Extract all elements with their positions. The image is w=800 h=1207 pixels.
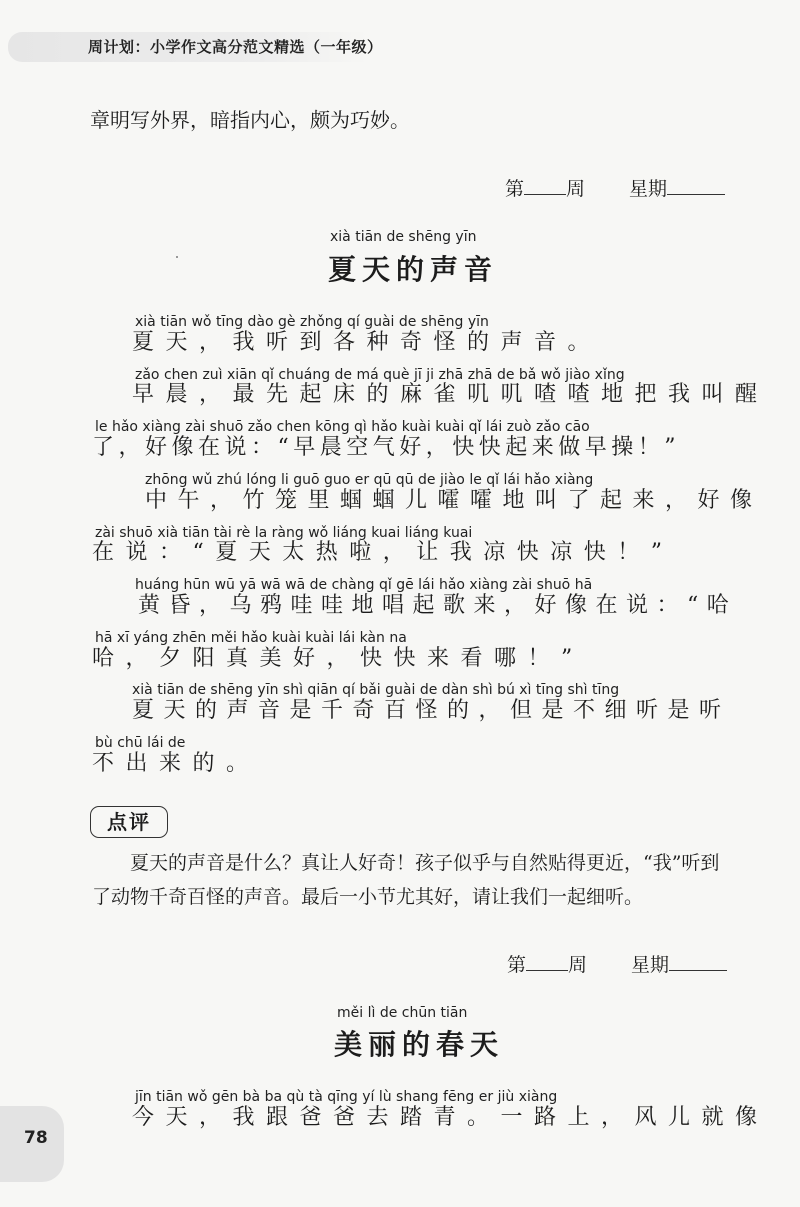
week-prefix: 第 (505, 178, 525, 200)
text-line: 哈，夕阳真美好，快快来看哪！” (92, 646, 584, 671)
text-line: 今天，我跟爸爸去踏青。一路上，风儿就像 (132, 1105, 769, 1130)
text-line: 在说：“夏天太热啦，让我凉快凉快！” (92, 540, 674, 565)
text-line: 夏天的声音是千奇百怪的，但是不细听是听 (132, 698, 731, 723)
title-pinyin: měi lì de chūn tiān (337, 1005, 468, 1021)
pinyin-line: zǎo chen zuì xiān qǐ chuáng de má què jī ji zhā zhā de bǎ wǒ jiào xǐng (135, 367, 625, 383)
review-badge: 点评 (90, 806, 168, 838)
pinyin-line: zhōng wǔ zhú lóng li guō guo er qū qū de jiào le qǐ lái hǎo xiàng (145, 472, 594, 488)
pinyin-line: huáng hūn wū yā wā wā de chàng qǐ gē lái hǎo xiàng zài shuō hā (135, 577, 593, 593)
week-line (505, 174, 725, 201)
page-number: 78 (24, 1128, 48, 1148)
pinyin-line: xià tiān wǒ tīng dào gè zhǒng qí guài de shēng yīn (135, 314, 489, 330)
intro-line: 章明写外界，暗指内心，颇为巧妙。 (90, 108, 410, 132)
speck (176, 256, 178, 258)
review-line: 夏天的声音是什么？真让人好奇！孩子似乎与自然贴得更近，“我”听到 (130, 852, 720, 874)
article-title: 美丽的春天 (334, 1028, 505, 1061)
pinyin-line: xià tiān de shēng yīn shì qiān qí bǎi guài de dàn shì bú xì tīng shì tīng (132, 682, 620, 698)
review-line: 了动物千奇百怪的声音。最后一小节尤其好，请让我们一起细听。 (92, 886, 644, 908)
pinyin-line: le hǎo xiàng zài shuō zǎo chen kōng qì hǎo kuài kuài qǐ lái zuò zǎo cāo (95, 419, 590, 435)
week-suffix: 周 (568, 954, 588, 976)
pinyin-line: hā xī yáng zhēn měi hǎo kuài kuài lái kàn na (95, 630, 407, 646)
text-line: 夏天，我听到各种奇怪的声音。 (132, 330, 602, 355)
pinyin-line: jīn tiān wǒ gēn bà ba qù tà qīng yí lù shang fēng er jiù xiàng (135, 1089, 558, 1105)
text-line: 不出来的。 (92, 751, 260, 776)
title-pinyin: xià tiān de shēng yīn (330, 229, 477, 245)
day-label: 星期 (631, 954, 670, 976)
pinyin-line: bù chū lái de (95, 735, 186, 751)
day-label: 星期 (629, 178, 668, 200)
week-prefix: 第 (507, 954, 527, 976)
week-suffix: 周 (566, 178, 586, 200)
article-title: 夏天的声音 (328, 253, 499, 286)
text-line: 黄昏，乌鸦哇哇地唱起歌来，好像在说：“哈 (138, 593, 738, 618)
text-line: 早晨，最先起床的麻雀叽叽喳喳地把我叫醒 (132, 382, 769, 407)
text-line: 中午，竹笼里蝈蝈儿嚯嚯地叫了起来，好像 (145, 488, 763, 513)
week-line (507, 950, 727, 977)
pinyin-line: zài shuō xià tiān tài rè la ràng wǒ liáng kuai liáng kuai (95, 525, 473, 541)
running-header: 周计划：小学作文高分范文精选（一年级） (88, 38, 383, 56)
text-line: 了，好像在说：“早晨空气好，快快起来做早操！” (92, 435, 680, 460)
